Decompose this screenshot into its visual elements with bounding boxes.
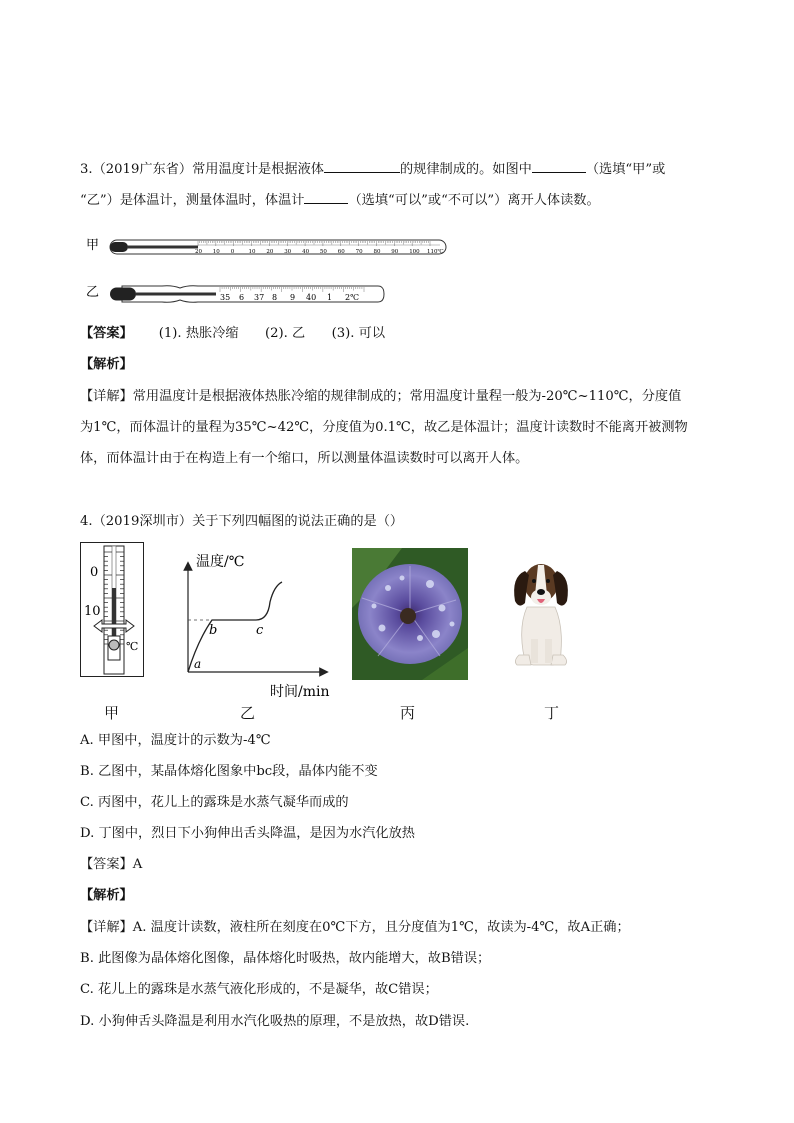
fig-jia-unit: ℃ (126, 640, 139, 653)
melting-curve (188, 582, 282, 672)
q3-stem-line1 (80, 159, 665, 179)
fig-ding-dog (505, 555, 577, 670)
fig-bing-flower-photo (352, 548, 468, 680)
label-jia: 甲 (86, 238, 100, 253)
fig-yi-ylabel: 温度/℃ (196, 554, 245, 570)
jia-tick-label: 0 (230, 249, 235, 255)
q4-detail-line3: C. 花儿上的露珠是水蒸气液化形成的，不是凝华，故C错误； (80, 982, 438, 997)
caption-yi: 乙 (240, 704, 256, 722)
yi-tick-label: 6 (239, 293, 245, 302)
jia-tick-label: 100 (409, 249, 420, 255)
q4-option-c: C. 丙图中，花儿上的露珠是水蒸气凝华而成的 (80, 795, 349, 810)
q4-detail-line2: B. 此图像为晶体熔化图像，晶体熔化时吸热，故内能增大，故B错误； (80, 951, 491, 966)
clinical-thermometer (110, 286, 384, 303)
q3-answer (80, 325, 385, 343)
caption-ding: 丁 (544, 704, 560, 722)
q3-analysis-label: 【解析】 (80, 357, 133, 372)
q3-blank-3[interactable] (304, 190, 348, 204)
point-a: a (194, 657, 202, 671)
yi-tick-label: 37 (254, 293, 265, 302)
fig-jia-tick-0: 0 (90, 565, 99, 580)
fig-yi-melting-graph (178, 550, 340, 700)
jia-tick-label: 80 (373, 249, 381, 255)
jia-tick-label: 10 (248, 249, 256, 255)
fig-yi-xlabel: 时间/min (270, 684, 330, 700)
jia-tick-label: 110℃ (427, 249, 444, 255)
point-b: b (209, 623, 218, 638)
q3-thermometer-figure (80, 228, 460, 312)
q3-stem-part-a: 3.（2019广东省）常用温度计是根据液体 (80, 162, 324, 177)
jia-tick-label: 60 (337, 249, 345, 255)
fig-jia-thermometer (80, 542, 152, 678)
q3-blank-2[interactable] (532, 159, 586, 173)
q3-detail-line3: 体，而体温计由于在构造上有一个缩口，所以测量体温读数时可以离开人体。 (80, 451, 529, 466)
q3-stem-part-c: （选填“甲”或 (585, 162, 666, 177)
q3-stem-part-b: 的规律制成的。如图中 (399, 162, 532, 177)
q3-detail-line2: 为1℃，而体温计的量程为35℃~42℃，分度值为0.1℃，故乙是体温计；温度计读数时不能离开被测物 (80, 420, 688, 435)
jia-tick-label: 20 (266, 249, 274, 255)
label-yi: 乙 (86, 285, 100, 300)
q3-blank-1[interactable] (324, 159, 400, 173)
jia-tick-label: 90 (391, 249, 399, 255)
q3-stem-part-e: （选填“可以”或“不可以”）离开人体读数。 (348, 193, 600, 208)
q4-stem: 4.（2019深圳市）关于下列四幅图的说法正确的是（） (80, 514, 404, 529)
q4-answer: 【答案】A (80, 857, 143, 872)
q4-detail-line1: 【详解】A. 温度计读数，液柱所在刻度在0℃下方，且分度值为1℃，故读为-4℃，故A正确； (80, 920, 630, 935)
jia-tick-label: 20 (195, 249, 202, 255)
answer-label: 【答案】 (80, 326, 133, 341)
yi-tick-label: 9 (290, 293, 296, 302)
caption-bing: 丙 (400, 704, 416, 722)
lab-thermometer (110, 240, 446, 255)
q3-stem-line2 (80, 190, 600, 210)
yi-tick-label: 40 (306, 293, 317, 302)
yi-tick-label: 8 (272, 293, 278, 302)
yi-tick-label: 2℃ (345, 293, 360, 302)
q4-option-a: A. 甲图中，温度计的示数为-4℃ (80, 733, 271, 748)
caption-jia: 甲 (104, 704, 120, 722)
q4-option-b: B. 乙图中，某晶体熔化图象中bc段，晶体内能不变 (80, 764, 378, 779)
q4-analysis-label: 【解析】 (80, 888, 133, 903)
jia-tick-label: 40 (302, 249, 310, 255)
yi-tick-label: 1 (327, 293, 333, 302)
jia-tick-label: 10 (212, 249, 220, 255)
q4-option-d: D. 丁图中，烈日下小狗伸出舌头降温，是因为水汽化放热 (80, 826, 415, 841)
answer-text: (1). 热胀冷缩 (2). 乙 (3). 可以 (158, 326, 386, 341)
jia-tick-label: 30 (284, 249, 292, 255)
q4-detail-line4: D. 小狗伸舌头降温是利用水汽化吸热的原理，不是放热，故D错误. (80, 1014, 470, 1029)
yi-tick-label: 35 (220, 293, 231, 302)
fig-jia-tick-10: 10 (84, 604, 101, 619)
q3-detail-line1: 【详解】常用温度计是根据液体热胀冷缩的规律制成的；常用温度计量程一般为-20℃~110℃，分度值 (80, 389, 682, 404)
jia-tick-label: 70 (355, 249, 363, 255)
jia-tick-label: 50 (319, 249, 327, 255)
point-c: c (256, 623, 264, 638)
q3-stem-part-d: “乙”）是体温计，测量体温时，体温计 (80, 193, 305, 208)
